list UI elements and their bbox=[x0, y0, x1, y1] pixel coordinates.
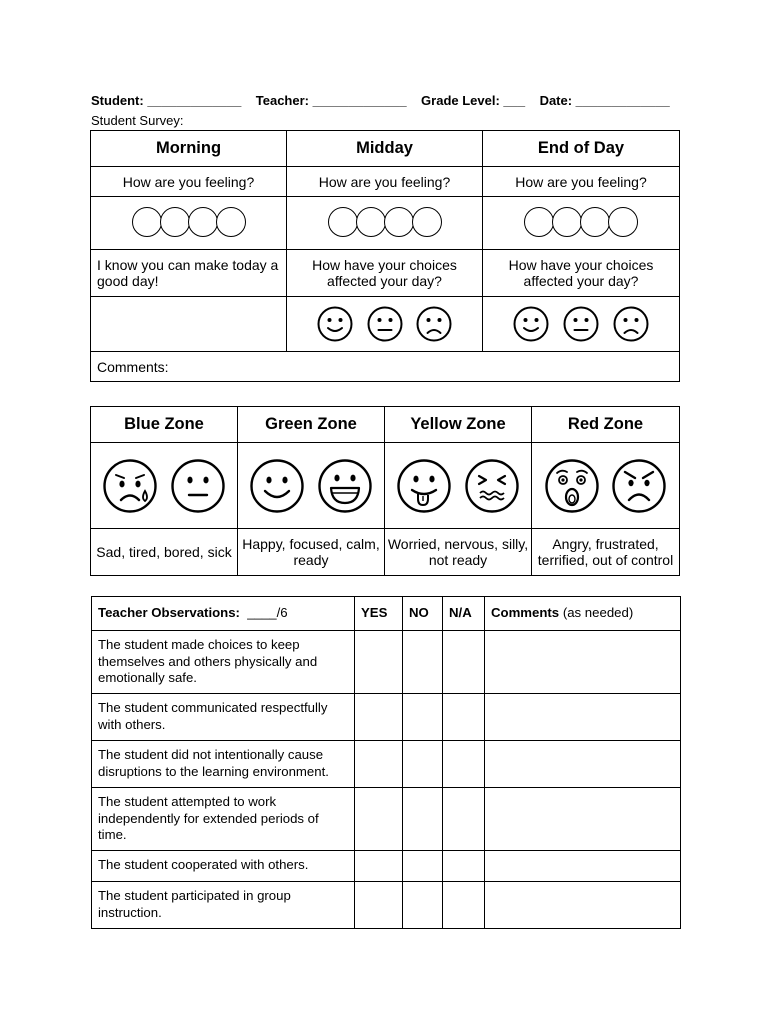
comment-cell[interactable] bbox=[485, 788, 681, 851]
tongue-out-face-icon bbox=[396, 458, 452, 514]
observations-label: Teacher Observations: bbox=[98, 605, 240, 621]
neutral-face-icon[interactable] bbox=[563, 306, 599, 342]
choice-faces-end-of-day bbox=[483, 297, 680, 352]
feeling-question: How are you feeling? bbox=[483, 167, 680, 197]
na-cell[interactable] bbox=[443, 882, 485, 929]
blue-zone-description: Sad, tired, bored, sick bbox=[91, 529, 238, 576]
comment-cell[interactable] bbox=[485, 631, 681, 694]
no-cell[interactable] bbox=[403, 882, 443, 929]
comment-cell[interactable] bbox=[485, 694, 681, 741]
blue-zone-faces bbox=[91, 443, 238, 529]
feeling-circles-morning bbox=[91, 197, 287, 250]
yes-header: YES bbox=[355, 597, 403, 631]
na-cell[interactable] bbox=[443, 694, 485, 741]
comment-cell[interactable] bbox=[485, 851, 681, 882]
feeling-circle[interactable] bbox=[412, 207, 442, 237]
crying-face-icon bbox=[102, 458, 158, 514]
feeling-question: How are you feeling? bbox=[287, 167, 483, 197]
observation-statement: The student cooperated with others. bbox=[92, 851, 355, 882]
green-zone-title: Green Zone bbox=[238, 407, 385, 443]
observation-statement: The student communicated respectfully with others. bbox=[92, 694, 355, 741]
red-zone-description: Angry, frustrated, terrified, out of control bbox=[532, 529, 680, 576]
date-field[interactable]: Date: _____________ bbox=[539, 93, 670, 108]
comments-header-label: Comments bbox=[491, 605, 560, 621]
na-cell[interactable] bbox=[443, 631, 485, 694]
student-field[interactable]: Student: _____________ bbox=[91, 93, 242, 108]
yellow-zone-title: Yellow Zone bbox=[385, 407, 532, 443]
comments-header bbox=[485, 597, 681, 631]
na-cell[interactable] bbox=[443, 851, 485, 882]
yellow-zone-faces bbox=[385, 443, 532, 529]
observation-statement: The student attempted to work independently for extended periods of time. bbox=[92, 788, 355, 851]
yes-cell[interactable] bbox=[355, 631, 403, 694]
choice-faces-midday bbox=[287, 297, 483, 352]
feeling-circle[interactable] bbox=[608, 207, 638, 237]
feeling-circle[interactable] bbox=[328, 207, 358, 237]
no-cell[interactable] bbox=[403, 851, 443, 882]
column-end-of-day: End of Day bbox=[483, 131, 680, 167]
observations-score-field[interactable]: ____/6 bbox=[247, 605, 288, 621]
smiling-face-icon bbox=[249, 458, 305, 514]
feeling-circle[interactable] bbox=[132, 207, 162, 237]
feeling-circle[interactable] bbox=[552, 207, 582, 237]
smiling-face-icon[interactable] bbox=[317, 306, 353, 342]
yes-cell[interactable] bbox=[355, 788, 403, 851]
student-survey-table bbox=[90, 130, 680, 382]
no-cell[interactable] bbox=[403, 694, 443, 741]
angry-face-icon bbox=[611, 458, 667, 514]
feeling-question: How are you feeling? bbox=[91, 167, 287, 197]
red-zone-faces bbox=[532, 443, 680, 529]
na-cell[interactable] bbox=[443, 788, 485, 851]
morning-message: I know you can make today a good day! bbox=[91, 250, 287, 297]
na-header: N/A bbox=[443, 597, 485, 631]
observations-title bbox=[92, 597, 355, 631]
grade-level-field[interactable]: Grade Level: ___ bbox=[421, 93, 526, 108]
yes-cell[interactable] bbox=[355, 741, 403, 788]
comment-cell[interactable] bbox=[485, 882, 681, 929]
zones-table bbox=[90, 406, 680, 576]
choices-question: How have your choices affected your day? bbox=[483, 250, 680, 297]
observation-statement: The student participated in group instruction. bbox=[92, 882, 355, 929]
neutral-face-icon bbox=[170, 458, 226, 514]
no-cell[interactable] bbox=[403, 631, 443, 694]
yes-cell[interactable] bbox=[355, 694, 403, 741]
yes-cell[interactable] bbox=[355, 851, 403, 882]
no-cell[interactable] bbox=[403, 788, 443, 851]
neutral-face-icon[interactable] bbox=[367, 306, 403, 342]
confounded-face-icon bbox=[464, 458, 520, 514]
blank-cell[interactable] bbox=[91, 297, 287, 352]
smiling-face-icon[interactable] bbox=[513, 306, 549, 342]
no-header: NO bbox=[403, 597, 443, 631]
choices-question: How have your choices affected your day? bbox=[287, 250, 483, 297]
red-zone-title: Red Zone bbox=[532, 407, 680, 443]
no-cell[interactable] bbox=[403, 741, 443, 788]
grinning-face-icon bbox=[317, 458, 373, 514]
blue-zone-title: Blue Zone bbox=[91, 407, 238, 443]
yellow-zone-description: Worried, nervous, silly, not ready bbox=[385, 529, 532, 576]
green-zone-faces bbox=[238, 443, 385, 529]
yes-cell[interactable] bbox=[355, 882, 403, 929]
comment-cell[interactable] bbox=[485, 741, 681, 788]
observation-statement: The student made choices to keep themselves and others physically and emotionally safe. bbox=[92, 631, 355, 694]
feeling-circle[interactable] bbox=[524, 207, 554, 237]
comments-field[interactable]: Comments: bbox=[91, 352, 680, 382]
feeling-circles-midday bbox=[287, 197, 483, 250]
feeling-circle[interactable] bbox=[384, 207, 414, 237]
survey-label: Student Survey: bbox=[91, 113, 184, 128]
observation-statement: The student did not intentionally cause disruptions to the learning environment. bbox=[92, 741, 355, 788]
teacher-field[interactable]: Teacher: _____________ bbox=[255, 93, 407, 108]
feeling-circle[interactable] bbox=[216, 207, 246, 237]
feeling-circle[interactable] bbox=[160, 207, 190, 237]
feeling-circles-end-of-day bbox=[483, 197, 680, 250]
feeling-circle[interactable] bbox=[188, 207, 218, 237]
green-zone-description: Happy, focused, calm, ready bbox=[238, 529, 385, 576]
sad-face-icon[interactable] bbox=[613, 306, 649, 342]
feeling-circle[interactable] bbox=[580, 207, 610, 237]
comments-header-note: (as needed) bbox=[562, 605, 634, 621]
form-header bbox=[91, 93, 670, 108]
column-morning: Morning bbox=[91, 131, 287, 167]
sad-face-icon[interactable] bbox=[416, 306, 452, 342]
teacher-observations-table bbox=[91, 596, 681, 929]
shocked-face-icon bbox=[544, 458, 600, 514]
na-cell[interactable] bbox=[443, 741, 485, 788]
column-midday: Midday bbox=[287, 131, 483, 167]
feeling-circle[interactable] bbox=[356, 207, 386, 237]
